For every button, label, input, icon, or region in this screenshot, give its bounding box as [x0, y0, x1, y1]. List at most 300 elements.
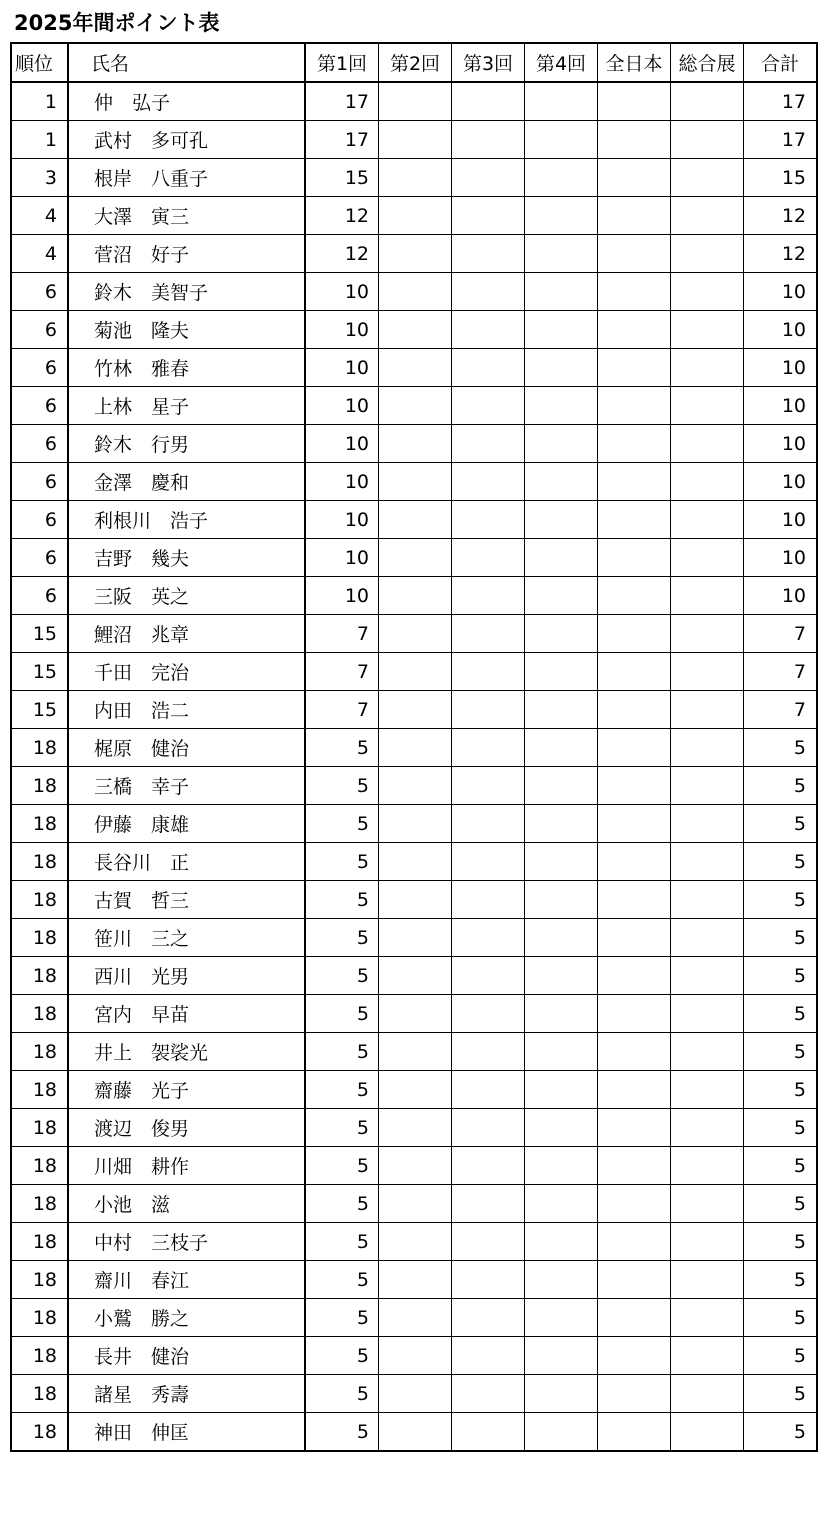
- round-2-cell: [379, 577, 452, 615]
- total-cell: 5: [744, 767, 818, 805]
- name-cell: 吉野 幾夫: [68, 539, 305, 577]
- rank-cell: 15: [11, 615, 68, 653]
- name-cell: 長井 健治: [68, 1337, 305, 1375]
- round-2-cell: [379, 767, 452, 805]
- name-cell: 金澤 慶和: [68, 463, 305, 501]
- round-3-cell: [452, 615, 525, 653]
- round-1-cell: 17: [305, 121, 379, 159]
- round-4-cell: [525, 1223, 598, 1261]
- rank-cell: 18: [11, 957, 68, 995]
- round-1-cell: 7: [305, 615, 379, 653]
- round-4-cell: [525, 1413, 598, 1452]
- round-4-cell: [525, 197, 598, 235]
- round-1-cell: 5: [305, 1109, 379, 1147]
- total-cell: 17: [744, 121, 818, 159]
- all-japan-cell: [598, 1071, 671, 1109]
- round-4-cell: [525, 1109, 598, 1147]
- round-4-cell: [525, 805, 598, 843]
- general-exhibition-cell: [671, 995, 744, 1033]
- header-all-japan: 全日本: [598, 43, 671, 82]
- round-1-cell: 5: [305, 1299, 379, 1337]
- table-row: [11, 463, 817, 501]
- round-4-cell: [525, 311, 598, 349]
- round-2-cell: [379, 1109, 452, 1147]
- general-exhibition-cell: [671, 1261, 744, 1299]
- total-cell: 5: [744, 1147, 818, 1185]
- name-cell: 菅沼 好子: [68, 235, 305, 273]
- round-3-cell: [452, 1109, 525, 1147]
- general-exhibition-cell: [671, 539, 744, 577]
- rank-cell: 18: [11, 1375, 68, 1413]
- general-exhibition-cell: [671, 159, 744, 197]
- name-cell: 鯉沼 兆章: [68, 615, 305, 653]
- round-4-cell: [525, 1071, 598, 1109]
- round-4-cell: [525, 82, 598, 121]
- points-table: [10, 42, 818, 1452]
- rank-cell: 18: [11, 1413, 68, 1452]
- all-japan-cell: [598, 577, 671, 615]
- total-cell: 10: [744, 349, 818, 387]
- name-cell: 梶原 健治: [68, 729, 305, 767]
- total-cell: 10: [744, 501, 818, 539]
- all-japan-cell: [598, 159, 671, 197]
- table-row: [11, 653, 817, 691]
- table-row: [11, 919, 817, 957]
- total-cell: 15: [744, 159, 818, 197]
- total-cell: 7: [744, 691, 818, 729]
- general-exhibition-cell: [671, 1375, 744, 1413]
- round-1-cell: 12: [305, 235, 379, 273]
- round-2-cell: [379, 425, 452, 463]
- name-cell: 小池 滋: [68, 1185, 305, 1223]
- general-exhibition-cell: [671, 843, 744, 881]
- general-exhibition-cell: [671, 121, 744, 159]
- name-cell: 根岸 八重子: [68, 159, 305, 197]
- round-1-cell: 5: [305, 805, 379, 843]
- name-cell: 三橋 幸子: [68, 767, 305, 805]
- all-japan-cell: [598, 1147, 671, 1185]
- table-row: [11, 691, 817, 729]
- table-row: [11, 615, 817, 653]
- total-cell: 5: [744, 919, 818, 957]
- general-exhibition-cell: [671, 1185, 744, 1223]
- round-3-cell: [452, 1413, 525, 1452]
- round-2-cell: [379, 387, 452, 425]
- all-japan-cell: [598, 843, 671, 881]
- table-row: [11, 805, 817, 843]
- rank-cell: 18: [11, 881, 68, 919]
- round-1-cell: 5: [305, 1223, 379, 1261]
- total-cell: 5: [744, 1109, 818, 1147]
- round-3-cell: [452, 1147, 525, 1185]
- table-row: [11, 881, 817, 919]
- round-3-cell: [452, 919, 525, 957]
- table-body: [11, 82, 817, 1451]
- round-3-cell: [452, 1299, 525, 1337]
- all-japan-cell: [598, 957, 671, 995]
- round-1-cell: 7: [305, 691, 379, 729]
- round-2-cell: [379, 273, 452, 311]
- rank-cell: 18: [11, 919, 68, 957]
- total-cell: 5: [744, 995, 818, 1033]
- round-4-cell: [525, 425, 598, 463]
- all-japan-cell: [598, 1033, 671, 1071]
- round-1-cell: 15: [305, 159, 379, 197]
- round-1-cell: 5: [305, 957, 379, 995]
- total-cell: 5: [744, 1261, 818, 1299]
- round-2-cell: [379, 843, 452, 881]
- general-exhibition-cell: [671, 957, 744, 995]
- round-3-cell: [452, 1223, 525, 1261]
- general-exhibition-cell: [671, 197, 744, 235]
- all-japan-cell: [598, 729, 671, 767]
- table-row: [11, 843, 817, 881]
- all-japan-cell: [598, 311, 671, 349]
- table-row: [11, 995, 817, 1033]
- general-exhibition-cell: [671, 805, 744, 843]
- round-2-cell: [379, 235, 452, 273]
- table-row: [11, 1413, 817, 1452]
- total-cell: 5: [744, 1071, 818, 1109]
- header-rank: 順位: [11, 43, 68, 82]
- round-1-cell: 5: [305, 767, 379, 805]
- rank-cell: 18: [11, 1071, 68, 1109]
- rank-cell: 18: [11, 1147, 68, 1185]
- total-cell: 5: [744, 1185, 818, 1223]
- table-row: [11, 767, 817, 805]
- name-cell: 中村 三枝子: [68, 1223, 305, 1261]
- header-row: [11, 43, 817, 82]
- rank-cell: 18: [11, 729, 68, 767]
- table-row: [11, 1109, 817, 1147]
- all-japan-cell: [598, 653, 671, 691]
- all-japan-cell: [598, 235, 671, 273]
- round-3-cell: [452, 577, 525, 615]
- rank-cell: 18: [11, 1261, 68, 1299]
- name-cell: 竹林 雅春: [68, 349, 305, 387]
- table-row: [11, 387, 817, 425]
- rank-cell: 6: [11, 577, 68, 615]
- round-3-cell: [452, 235, 525, 273]
- table-row: [11, 539, 817, 577]
- name-cell: 小鷲 勝之: [68, 1299, 305, 1337]
- all-japan-cell: [598, 1413, 671, 1452]
- round-3-cell: [452, 539, 525, 577]
- name-cell: 古賀 哲三: [68, 881, 305, 919]
- table-row: [11, 729, 817, 767]
- table-row: [11, 1299, 817, 1337]
- round-1-cell: 10: [305, 273, 379, 311]
- round-3-cell: [452, 387, 525, 425]
- general-exhibition-cell: [671, 82, 744, 121]
- general-exhibition-cell: [671, 767, 744, 805]
- round-1-cell: 10: [305, 387, 379, 425]
- general-exhibition-cell: [671, 311, 744, 349]
- total-cell: 10: [744, 539, 818, 577]
- round-3-cell: [452, 653, 525, 691]
- all-japan-cell: [598, 425, 671, 463]
- name-cell: 笹川 三之: [68, 919, 305, 957]
- round-2-cell: [379, 463, 452, 501]
- total-cell: 12: [744, 235, 818, 273]
- round-4-cell: [525, 1375, 598, 1413]
- round-4-cell: [525, 957, 598, 995]
- round-3-cell: [452, 1337, 525, 1375]
- general-exhibition-cell: [671, 919, 744, 957]
- total-cell: 5: [744, 881, 818, 919]
- round-3-cell: [452, 273, 525, 311]
- general-exhibition-cell: [671, 1413, 744, 1452]
- round-2-cell: [379, 881, 452, 919]
- round-4-cell: [525, 1147, 598, 1185]
- round-2-cell: [379, 653, 452, 691]
- header-round-1: 第1回: [305, 43, 379, 82]
- rank-cell: 15: [11, 691, 68, 729]
- general-exhibition-cell: [671, 1109, 744, 1147]
- total-cell: 12: [744, 197, 818, 235]
- round-4-cell: [525, 1337, 598, 1375]
- general-exhibition-cell: [671, 729, 744, 767]
- table-row: [11, 273, 817, 311]
- general-exhibition-cell: [671, 387, 744, 425]
- table-row: [11, 197, 817, 235]
- table-row: [11, 1261, 817, 1299]
- all-japan-cell: [598, 1223, 671, 1261]
- round-2-cell: [379, 501, 452, 539]
- table-row: [11, 957, 817, 995]
- all-japan-cell: [598, 82, 671, 121]
- all-japan-cell: [598, 1337, 671, 1375]
- rank-cell: 6: [11, 311, 68, 349]
- round-2-cell: [379, 995, 452, 1033]
- table-row: [11, 1071, 817, 1109]
- general-exhibition-cell: [671, 273, 744, 311]
- round-1-cell: 5: [305, 729, 379, 767]
- total-cell: 17: [744, 82, 818, 121]
- round-2-cell: [379, 1223, 452, 1261]
- rank-cell: 18: [11, 1033, 68, 1071]
- name-cell: 齋川 春江: [68, 1261, 305, 1299]
- table-row: [11, 1223, 817, 1261]
- all-japan-cell: [598, 1299, 671, 1337]
- all-japan-cell: [598, 387, 671, 425]
- header-name: 氏名: [68, 43, 305, 82]
- round-4-cell: [525, 349, 598, 387]
- name-cell: 鈴木 美智子: [68, 273, 305, 311]
- general-exhibition-cell: [671, 235, 744, 273]
- header-round-4: 第4回: [525, 43, 598, 82]
- all-japan-cell: [598, 767, 671, 805]
- total-cell: 10: [744, 311, 818, 349]
- round-2-cell: [379, 729, 452, 767]
- name-cell: 長谷川 正: [68, 843, 305, 881]
- all-japan-cell: [598, 1261, 671, 1299]
- round-2-cell: [379, 349, 452, 387]
- round-3-cell: [452, 349, 525, 387]
- round-4-cell: [525, 387, 598, 425]
- rank-cell: 1: [11, 82, 68, 121]
- round-4-cell: [525, 615, 598, 653]
- round-2-cell: [379, 1033, 452, 1071]
- round-3-cell: [452, 425, 525, 463]
- round-3-cell: [452, 463, 525, 501]
- total-cell: 5: [744, 1413, 818, 1452]
- round-3-cell: [452, 767, 525, 805]
- name-cell: 神田 伸匡: [68, 1413, 305, 1452]
- round-2-cell: [379, 919, 452, 957]
- name-cell: 三阪 英之: [68, 577, 305, 615]
- table-row: [11, 425, 817, 463]
- rank-cell: 18: [11, 1337, 68, 1375]
- general-exhibition-cell: [671, 615, 744, 653]
- round-4-cell: [525, 121, 598, 159]
- round-4-cell: [525, 235, 598, 273]
- round-1-cell: 10: [305, 425, 379, 463]
- all-japan-cell: [598, 1375, 671, 1413]
- rank-cell: 18: [11, 995, 68, 1033]
- general-exhibition-cell: [671, 1071, 744, 1109]
- name-cell: 渡辺 俊男: [68, 1109, 305, 1147]
- round-4-cell: [525, 691, 598, 729]
- round-4-cell: [525, 1261, 598, 1299]
- name-cell: 仲 弘子: [68, 82, 305, 121]
- round-3-cell: [452, 805, 525, 843]
- round-4-cell: [525, 767, 598, 805]
- round-1-cell: 7: [305, 653, 379, 691]
- round-3-cell: [452, 159, 525, 197]
- round-4-cell: [525, 653, 598, 691]
- round-1-cell: 5: [305, 1337, 379, 1375]
- total-cell: 5: [744, 1223, 818, 1261]
- total-cell: 10: [744, 577, 818, 615]
- general-exhibition-cell: [671, 1033, 744, 1071]
- total-cell: 5: [744, 1337, 818, 1375]
- header-total: 合計: [744, 43, 818, 82]
- rank-cell: 4: [11, 235, 68, 273]
- total-cell: 5: [744, 1033, 818, 1071]
- round-4-cell: [525, 729, 598, 767]
- round-2-cell: [379, 311, 452, 349]
- name-cell: 鈴木 行男: [68, 425, 305, 463]
- round-1-cell: 10: [305, 501, 379, 539]
- round-3-cell: [452, 729, 525, 767]
- round-3-cell: [452, 691, 525, 729]
- round-3-cell: [452, 957, 525, 995]
- round-2-cell: [379, 1413, 452, 1452]
- round-1-cell: 5: [305, 919, 379, 957]
- total-cell: 10: [744, 273, 818, 311]
- round-2-cell: [379, 1071, 452, 1109]
- table-row: [11, 1147, 817, 1185]
- rank-cell: 6: [11, 463, 68, 501]
- general-exhibition-cell: [671, 1147, 744, 1185]
- round-1-cell: 5: [305, 1375, 379, 1413]
- round-4-cell: [525, 463, 598, 501]
- table-row: [11, 1185, 817, 1223]
- round-2-cell: [379, 1185, 452, 1223]
- table-row: [11, 349, 817, 387]
- all-japan-cell: [598, 1109, 671, 1147]
- round-1-cell: 10: [305, 463, 379, 501]
- round-2-cell: [379, 121, 452, 159]
- round-4-cell: [525, 1299, 598, 1337]
- rank-cell: 18: [11, 1223, 68, 1261]
- total-cell: 10: [744, 463, 818, 501]
- round-2-cell: [379, 159, 452, 197]
- name-cell: 上林 星子: [68, 387, 305, 425]
- rank-cell: 15: [11, 653, 68, 691]
- all-japan-cell: [598, 919, 671, 957]
- total-cell: 7: [744, 615, 818, 653]
- rank-cell: 18: [11, 1109, 68, 1147]
- round-2-cell: [379, 1261, 452, 1299]
- round-4-cell: [525, 159, 598, 197]
- round-2-cell: [379, 539, 452, 577]
- table-row: [11, 159, 817, 197]
- round-3-cell: [452, 1071, 525, 1109]
- round-2-cell: [379, 691, 452, 729]
- table-row: [11, 501, 817, 539]
- total-cell: 5: [744, 1299, 818, 1337]
- all-japan-cell: [598, 273, 671, 311]
- total-cell: 5: [744, 729, 818, 767]
- round-3-cell: [452, 881, 525, 919]
- rank-cell: 6: [11, 273, 68, 311]
- name-cell: 諸星 秀壽: [68, 1375, 305, 1413]
- all-japan-cell: [598, 121, 671, 159]
- round-4-cell: [525, 843, 598, 881]
- round-4-cell: [525, 1033, 598, 1071]
- name-cell: 菊池 隆夫: [68, 311, 305, 349]
- name-cell: 伊藤 康雄: [68, 805, 305, 843]
- rank-cell: 3: [11, 159, 68, 197]
- table-row: [11, 121, 817, 159]
- round-2-cell: [379, 1147, 452, 1185]
- all-japan-cell: [598, 501, 671, 539]
- all-japan-cell: [598, 615, 671, 653]
- round-4-cell: [525, 539, 598, 577]
- rank-cell: 18: [11, 805, 68, 843]
- round-2-cell: [379, 1337, 452, 1375]
- round-3-cell: [452, 1261, 525, 1299]
- round-2-cell: [379, 957, 452, 995]
- general-exhibition-cell: [671, 691, 744, 729]
- table-row: [11, 1337, 817, 1375]
- total-cell: 5: [744, 805, 818, 843]
- general-exhibition-cell: [671, 1223, 744, 1261]
- header-round-2: 第2回: [379, 43, 452, 82]
- round-1-cell: 5: [305, 1185, 379, 1223]
- round-4-cell: [525, 1185, 598, 1223]
- page-title: 2025年間ポイント表: [14, 11, 220, 35]
- total-cell: 5: [744, 843, 818, 881]
- table-row: [11, 1375, 817, 1413]
- round-1-cell: 5: [305, 1261, 379, 1299]
- total-cell: 5: [744, 957, 818, 995]
- general-exhibition-cell: [671, 501, 744, 539]
- round-1-cell: 5: [305, 995, 379, 1033]
- rank-cell: 18: [11, 1185, 68, 1223]
- name-cell: 利根川 浩子: [68, 501, 305, 539]
- round-1-cell: 10: [305, 539, 379, 577]
- round-1-cell: 10: [305, 311, 379, 349]
- all-japan-cell: [598, 539, 671, 577]
- total-cell: 7: [744, 653, 818, 691]
- round-3-cell: [452, 121, 525, 159]
- round-1-cell: 5: [305, 1413, 379, 1452]
- rank-cell: 6: [11, 387, 68, 425]
- all-japan-cell: [598, 805, 671, 843]
